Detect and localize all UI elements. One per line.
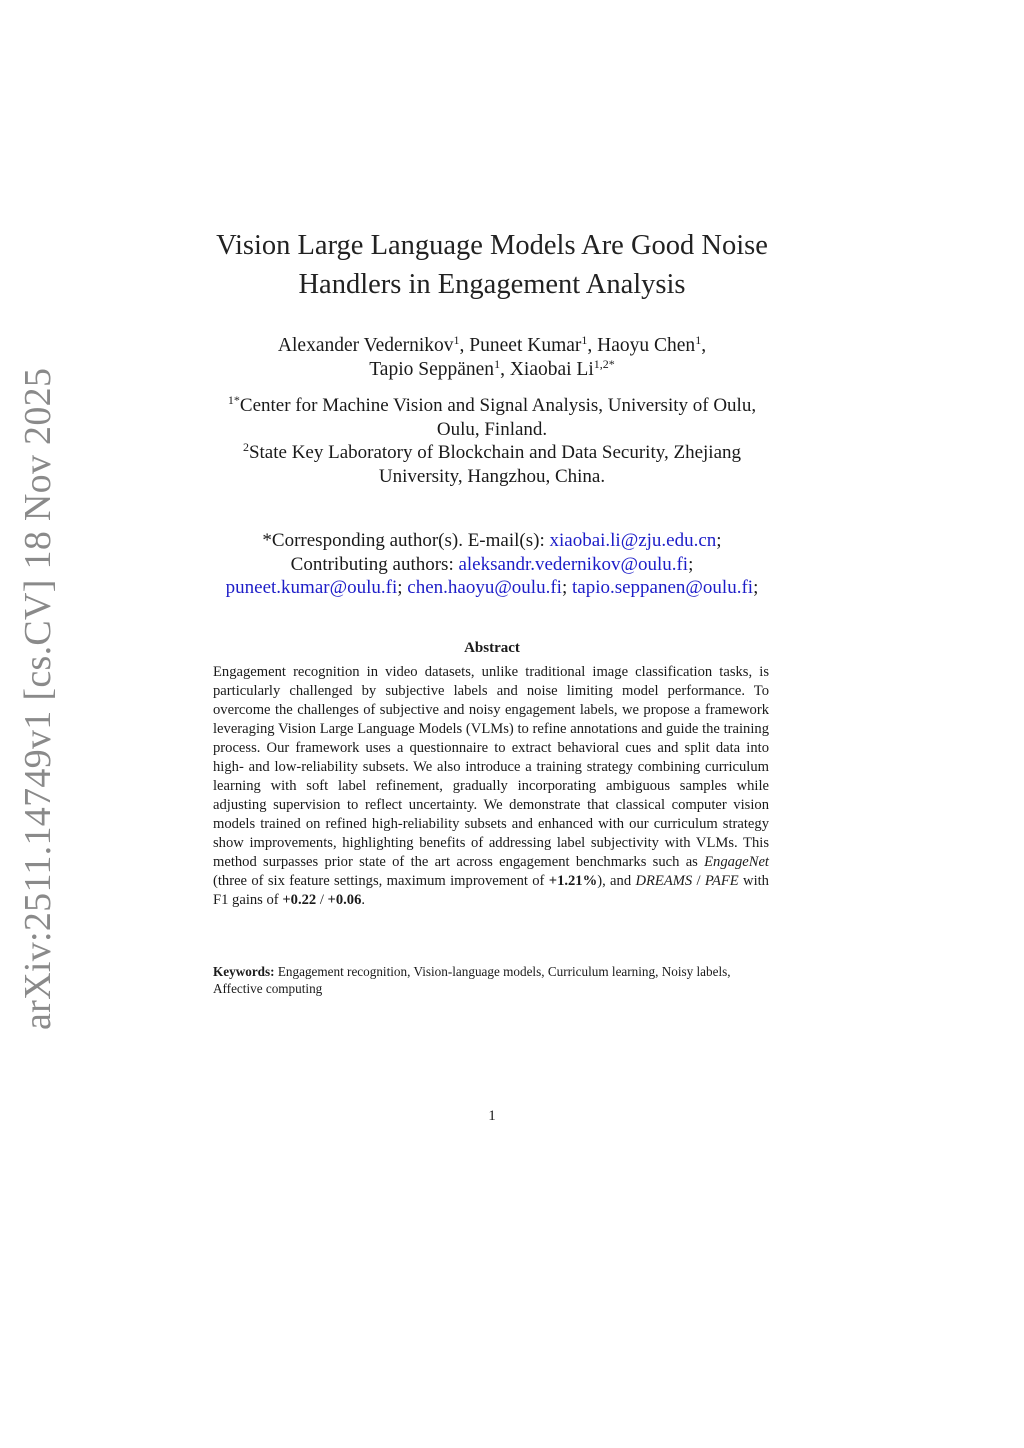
title-line-2: Handlers in Engagement Analysis xyxy=(298,269,686,300)
keywords-text: Engagement recognition, Vision-language models, Curriculum learning, Noisy labels, Affective computing xyxy=(213,964,731,996)
abstract-text: Engagement recognition in video datasets, unlike traditional image classification tasks, is particularly challenged by subjective labels and noise limiting model performance. To overcome the challenges of subjective and noisy engagement labels, we propose a framework leveraging Vision Large Language Models (VLMs) to refine annotations and guide the training process. Our framework uses a questionnaire to extract behavioral cues and split data into high- and low-reliability subsets. We also introduce a training strategy combining curriculum learning with soft label refinement, gradually incorporating ambiguous samples while adjusting supervision to reflect uncertainty. We demonstrate that classical computer vision models trained on refined high-reliability subsets and enhanced with our curriculum strategy show improvements, highlighting benefits of addressing label subjectivity with VLMs. This method surpasses prior state of the art across engagement benchmarks such as EngageNet (three of six feature settings, maximum improvement of +1.21%), and DREAMS / PAFE with F1 gains of +0.22 / +0.06. xyxy=(213,664,769,908)
author-name: Tapio Seppänen xyxy=(369,359,495,380)
gain-value: +1.21% xyxy=(548,873,598,889)
author-list xyxy=(0,334,984,382)
paper-title xyxy=(0,226,984,304)
dataset-name: EngageNet xyxy=(704,854,769,870)
email-link[interactable]: puneet.kumar@oulu.fi xyxy=(225,577,398,598)
author-name: Haoyu Chen xyxy=(597,335,696,356)
affiliations xyxy=(0,394,984,488)
email-link[interactable]: tapio.seppanen@oulu.fi xyxy=(571,577,754,598)
author-name: Alexander Vedernikov xyxy=(277,335,454,356)
author-affil-mark: 1,2* xyxy=(593,357,615,371)
email-link[interactable]: xiaobai.li@zju.edu.cn xyxy=(549,530,717,551)
gain-value: +0.06 xyxy=(327,892,362,908)
author-name: Xiaobai Li xyxy=(509,359,594,380)
email-link[interactable]: chen.haoyu@oulu.fi xyxy=(407,577,562,598)
keywords-label: Keywords: xyxy=(213,964,275,979)
affiliation-2-line-1: $^2$State Key Laboratory of Blockchain and Data Security, Zhejiang xyxy=(242,440,742,463)
author-name: Puneet Kumar xyxy=(469,335,582,356)
dataset-name: DREAMS xyxy=(635,873,693,889)
arxiv-identifier-stamp: arXiv:2511.14749v1 [cs.CV] 18 Nov 2025 xyxy=(17,367,59,1030)
correspondence-block xyxy=(0,529,984,600)
affiliation-mark: 1* xyxy=(227,393,240,407)
author-line-1: Alexander Vedernikov$^1$, Puneet Kumar$^1$, Haoyu Chen$^1$, xyxy=(277,333,707,356)
keywords xyxy=(213,963,769,997)
affiliation-mark: 2 xyxy=(242,440,249,454)
page-number: 1 xyxy=(488,1108,496,1124)
affiliation-2-line-2: University, Hangzhou, China. xyxy=(378,465,606,487)
gain-value: +0.22 xyxy=(282,892,317,908)
author-line-2: Tapio Seppänen$^1$, Xiaobai $Li^{1,2*}$ xyxy=(369,357,615,380)
title-line-1: Vision Large Language Models Are Good Noise xyxy=(216,230,768,261)
author-affil-mark: 1 xyxy=(695,333,702,347)
abstract-heading: Abstract xyxy=(464,640,520,656)
author-affil-mark: 1 xyxy=(581,333,588,347)
corresponding-author-line: *Corresponding author(s). E-mail(s): xiaobai.li@zju.edu.cn; xyxy=(262,530,722,551)
affiliation-1-line-2: Oulu, Finland. xyxy=(436,418,548,440)
contributing-authors-line: Contributing authors: aleksandr.vedernikov@oulu.fi; xyxy=(290,553,694,575)
affiliation-1-line-1: $^{1*}$Center for Machine Vision and Signal Analysis, University of Oulu, xyxy=(227,393,757,416)
email-link[interactable]: aleksandr.vedernikov@oulu.fi xyxy=(458,553,689,575)
dataset-name: PAFE xyxy=(704,873,739,889)
author-affil-mark: 1 xyxy=(453,333,460,347)
author-affil-mark: 1 xyxy=(494,357,501,371)
contributing-emails-line: puneet.kumar@oulu.fi; chen.haoyu@oulu.fi; tapio.seppanen@oulu.fi; xyxy=(225,577,759,598)
